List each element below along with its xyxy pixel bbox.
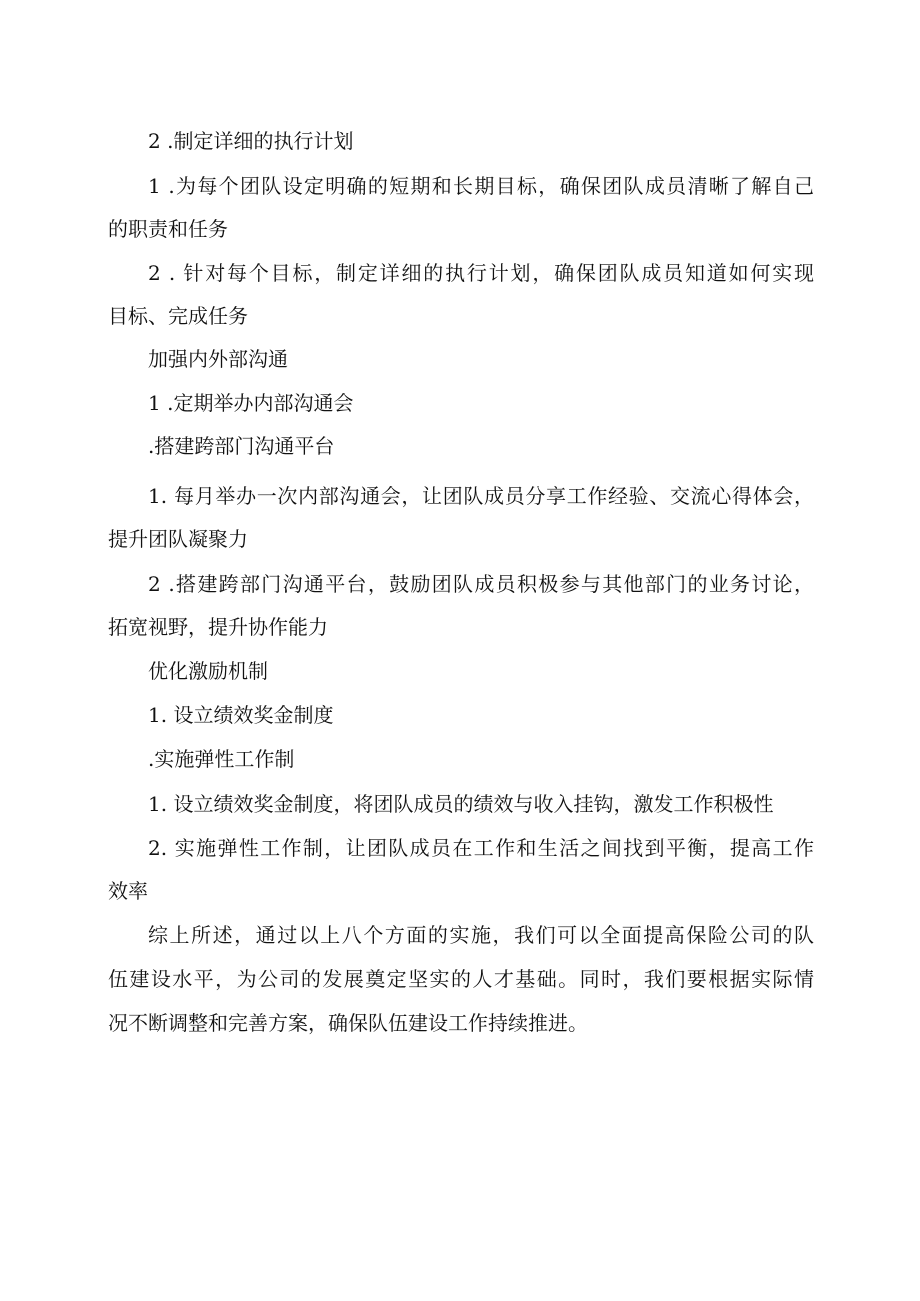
list-item: 1. 设立绩效奖金制度 xyxy=(148,703,334,727)
conclusion-line: 伍建设水平，为公司的发展奠定坚实的人才基础。同时，我们要根据实际情 xyxy=(108,967,814,991)
list-item: .实施弹性工作制 xyxy=(148,747,295,771)
paragraph-line: 效率 xyxy=(108,879,148,903)
conclusion-line: 况不断调整和完善方案，确保队伍建设工作持续推进。 xyxy=(108,1011,588,1035)
paragraph-line: 1 .为每个团队设定明确的短期和长期目标，确保团队成员清晰了解自己 xyxy=(148,174,814,198)
heading-communication: 加强内外部沟通 xyxy=(148,347,288,371)
paragraph-line: 目标、完成任务 xyxy=(108,304,248,328)
heading-incentives: 优化激励机制 xyxy=(148,659,268,683)
paragraph-line: 1. 设立绩效奖金制度，将团队成员的绩效与收入挂钩，激发工作积极性 xyxy=(148,792,774,816)
paragraph-line: 提升团队凝聚力 xyxy=(108,527,248,551)
paragraph-line: 2 .搭建跨部门沟通平台，鼓励团队成员积极参与其他部门的业务讨论， xyxy=(148,572,814,596)
list-item: 1 .定期举办内部沟通会 xyxy=(148,391,354,415)
paragraph-line: 2. 实施弹性工作制，让团队成员在工作和生活之间找到平衡，提高工作 xyxy=(148,836,814,860)
paragraph-line: 拓宽视野，提升协作能力 xyxy=(108,615,328,639)
heading-execution-plan: 2 .制定详细的执行计划 xyxy=(148,129,354,153)
paragraph-line: 2 . 针对每个目标，制定详细的执行计划，确保团队成员知道如何实现 xyxy=(148,261,814,285)
paragraph-line: 的职责和任务 xyxy=(108,217,228,241)
list-item: .搭建跨部门沟通平台 xyxy=(148,434,335,458)
conclusion-line: 综上所述，通过以上八个方面的实施，我们可以全面提高保险公司的队 xyxy=(148,923,814,947)
paragraph-line: 1. 每月举办一次内部沟通会，让团队成员分享工作经验、交流心得体会， xyxy=(148,484,814,508)
